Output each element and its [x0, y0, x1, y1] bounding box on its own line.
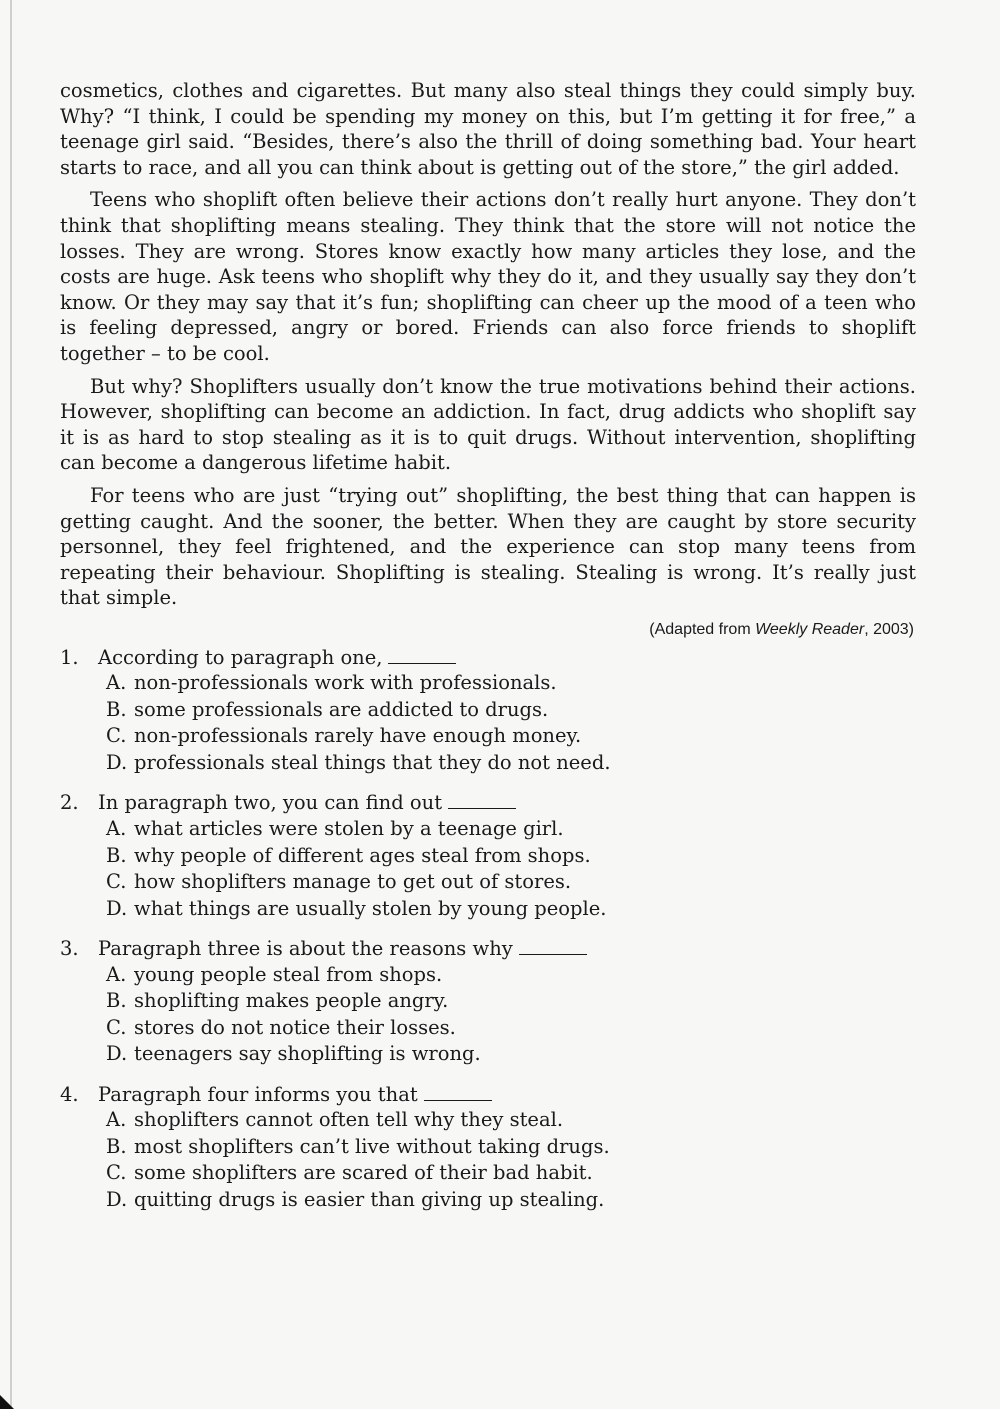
option-text: non-professionals rarely have enough money. — [134, 724, 582, 748]
option-d[interactable] — [106, 1041, 916, 1068]
question-2 — [60, 790, 916, 922]
answer-blank[interactable] — [519, 940, 587, 955]
option-text: quitting drugs is easier than giving up stealing. — [134, 1187, 605, 1211]
option-letter: B. — [106, 1134, 127, 1158]
option-c[interactable] — [106, 723, 916, 750]
option-b[interactable] — [106, 988, 916, 1015]
option-c[interactable] — [106, 1015, 916, 1042]
reading-passage — [60, 78, 916, 641]
question-stem: According to paragraph one, — [98, 645, 383, 669]
answer-blank[interactable] — [448, 794, 516, 809]
option-b[interactable] — [106, 697, 916, 724]
option-text: what things are usually stolen by young people. — [134, 896, 607, 920]
option-b[interactable] — [106, 843, 916, 870]
corner-mark — [0, 1395, 14, 1409]
option-letter: C. — [106, 1015, 127, 1039]
question-number: 2. — [60, 791, 79, 815]
option-letter: D. — [106, 896, 128, 920]
option-b[interactable] — [106, 1134, 916, 1161]
option-text: teenagers say shoplifting is wrong. — [134, 1042, 481, 1066]
option-text: shoplifting makes people angry. — [134, 989, 449, 1013]
question-stem: Paragraph three is about the reasons why — [98, 937, 513, 961]
option-letter: C. — [106, 1161, 127, 1185]
question-3 — [60, 936, 916, 1068]
option-letter: D. — [106, 1187, 128, 1211]
passage-paragraph: For teens who are just “trying out” shoplifting, the best thing that can happen is getting caught. And the sooner, the better. When they are caught by store security personnel, they feel frightened, and the experience can stop many teens from repeating their behaviour. Shoplifting is stealing. Stealing is wrong. It’s really just that simple. — [60, 483, 916, 610]
option-text: professionals steal things that they do not need. — [134, 750, 611, 774]
source-suffix: , 2003) — [864, 620, 914, 638]
option-text: why people of different ages steal from shops. — [134, 843, 591, 867]
question-1 — [60, 645, 916, 777]
option-letter: B. — [106, 843, 127, 867]
worksheet — [60, 78, 916, 1227]
passage-paragraph: But why? Shoplifters usually don’t know the true motivations behind their actions. However, shoplifting can become an addiction. In fact, drug addicts who shoplift say it is as hard to stop stealing as it is to quit drugs. Without intervention, shoplifting can become a dangerous lifetime habit. — [60, 374, 916, 475]
option-text: non-professionals work with professionals. — [134, 671, 557, 695]
option-a[interactable] — [106, 816, 916, 843]
option-letter: A. — [106, 817, 127, 841]
option-list — [98, 670, 916, 776]
question-stem: In paragraph two, you can find out — [98, 791, 443, 815]
option-letter: A. — [106, 671, 127, 695]
option-letter: A. — [106, 962, 127, 986]
option-letter: D. — [106, 750, 128, 774]
option-list — [98, 1107, 916, 1213]
option-text: shoplifters cannot often tell why they steal. — [134, 1108, 564, 1132]
option-d[interactable] — [106, 750, 916, 777]
question-4 — [60, 1082, 916, 1214]
option-text: what articles were stolen by a teenage girl. — [134, 817, 564, 841]
option-letter: D. — [106, 1042, 128, 1066]
passage-paragraph: cosmetics, clothes and cigarettes. But many also steal things they could simply buy. Why? “I think, I could be spending my money on this, but I’m getting it for free,” a teenage girl said. “Besides, there’s also the thrill of doing something bad. Your heart starts to race, and all you can think about is getting out of the store,” the girl added. — [60, 79, 916, 179]
question-number: 4. — [60, 1082, 79, 1106]
question-stem: Paragraph four informs you that — [98, 1082, 418, 1106]
option-letter: C. — [106, 870, 127, 894]
question-number: 1. — [60, 645, 79, 669]
source-prefix: (Adapted from — [649, 620, 756, 638]
option-text: some professionals are addicted to drugs. — [134, 697, 549, 721]
option-text: young people steal from shops. — [134, 962, 443, 986]
page-edge — [10, 0, 12, 1409]
option-a[interactable] — [106, 670, 916, 697]
option-letter: B. — [106, 697, 127, 721]
option-list — [98, 962, 916, 1068]
option-text: how shoplifters manage to get out of stores. — [134, 870, 572, 894]
question-number: 3. — [60, 937, 79, 961]
option-text: some shoplifters are scared of their bad habit. — [134, 1161, 593, 1185]
option-letter: C. — [106, 724, 127, 748]
question-list — [60, 645, 916, 1213]
option-letter: A. — [106, 1108, 127, 1132]
option-c[interactable] — [106, 869, 916, 896]
source-publication: Weekly Reader — [755, 620, 865, 638]
option-letter: B. — [106, 989, 127, 1013]
option-d[interactable] — [106, 896, 916, 923]
option-a[interactable] — [106, 1107, 916, 1134]
option-text: most shoplifters can’t live without taking drugs. — [134, 1134, 610, 1158]
passage-paragraph: Teens who shoplift often believe their actions don’t really hurt anyone. They don’t think that shoplifting means stealing. They think that the store will not notice the losses. They are wrong. Stores know exactly how many articles they lose, and the costs are huge. Ask teens who shoplift why they do it, and they usually say they don’t know. Or they may say that it’s fun; shoplifting can cheer up the mood of a teen who is feeling depressed, angry or bored. Friends can also force friends to shoplift together – to be cool. — [60, 188, 916, 365]
source-citation — [60, 619, 914, 641]
option-text: stores do not notice their losses. — [134, 1015, 456, 1039]
option-list — [98, 816, 916, 922]
answer-blank[interactable] — [424, 1086, 492, 1101]
option-c[interactable] — [106, 1160, 916, 1187]
option-d[interactable] — [106, 1187, 916, 1214]
option-a[interactable] — [106, 962, 916, 989]
answer-blank[interactable] — [388, 649, 456, 664]
